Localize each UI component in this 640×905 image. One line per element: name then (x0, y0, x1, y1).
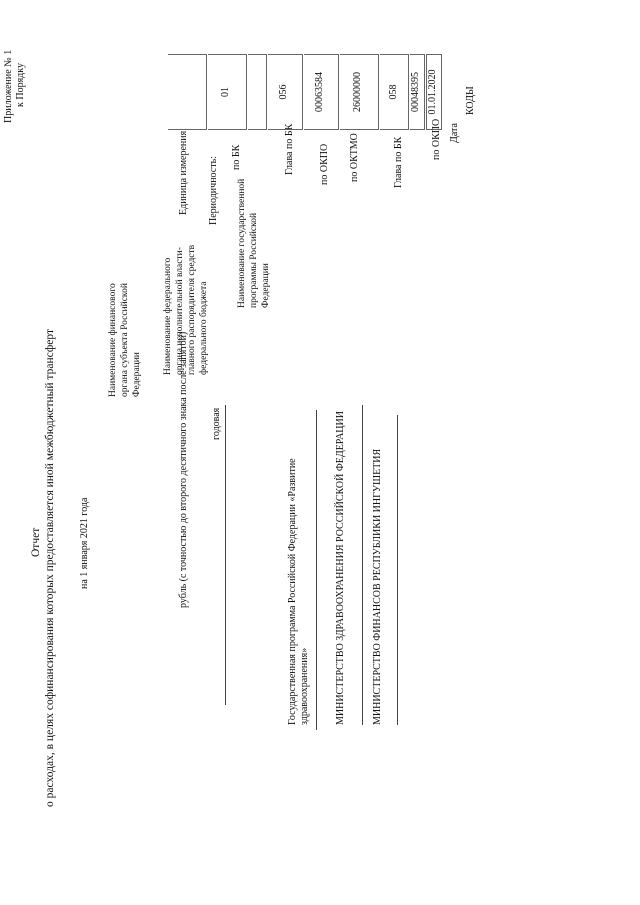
appendix-line2: к Порядку (15, 63, 26, 107)
code-cell-empty-2 (168, 54, 207, 130)
code-cell-empty-1 (248, 54, 267, 130)
code-label-okpo-2: по ОКПО (319, 143, 330, 185)
unit-value: рубль (с точностью до второго десятичного знака после запятой) (178, 331, 189, 608)
federal-organ-value: МИНИСТЕРСТВО ЗДРАВООХРАНЕНИЯ РОССИЙСКОЙ ФЕДЕРАЦИИ (335, 411, 346, 725)
report-title: Отчет (30, 527, 42, 557)
code-label-bk: по БК (231, 144, 242, 170)
code-cell-glava-1: 058 (380, 54, 409, 130)
federal-organ-label: Наименование федерального органа исполнительной власти-главного распорядителя средств федерального бюджета (163, 244, 209, 375)
code-cell-glava-2: 056 (268, 54, 303, 130)
code-label-okpo-1: по ОКПО (431, 118, 442, 160)
state-program-label: Наименование государственной программы Российской Федерации (237, 178, 271, 308)
code-label-date: Дата (449, 123, 460, 143)
codes-header: КОДЫ (465, 86, 476, 115)
appendix-line1: Приложение № 1 (3, 49, 14, 123)
state-program-value: Государственная программа Российской Федерации «Развитие здравоохранения» (287, 458, 310, 725)
code-cell-oktmo: 26000000 (340, 54, 379, 130)
financial-organ-value: МИНИСТЕРСТВО ФИНАНСОВ РЕСПУБЛИКИ ИНГУШЕТИЯ (372, 448, 383, 725)
code-label-oktmo: по ОКТМО (349, 133, 360, 182)
code-cell-date: 01.01.2020 (426, 54, 442, 130)
report-date-line: на 1 января 2021 года (79, 497, 90, 589)
code-cell-bk: 01 (208, 54, 247, 130)
unit-label: Единица измерения: (178, 128, 189, 215)
federal-organ-underline (362, 405, 363, 725)
periodicity-label: Периодичность: (208, 156, 219, 225)
code-label-glava-1: Глава по БК (393, 136, 404, 188)
financial-organ-underline (397, 415, 398, 725)
periodicity-underline (225, 405, 226, 705)
code-label-glava-2: Глава по БК (284, 123, 295, 175)
periodicity-value: годовая (211, 407, 222, 440)
code-cell-okpo-1: 00048395 (410, 54, 425, 130)
financial-organ-label: Наименование финансового органа субъекта Российской Федерации (108, 283, 142, 397)
state-program-underline (316, 410, 317, 730)
report-subtitle: о расходах, в целях софинансирования которых предоставляется иной межбюджетный трансферт (44, 328, 56, 807)
code-cell-okpo-2: 00063584 (304, 54, 339, 130)
